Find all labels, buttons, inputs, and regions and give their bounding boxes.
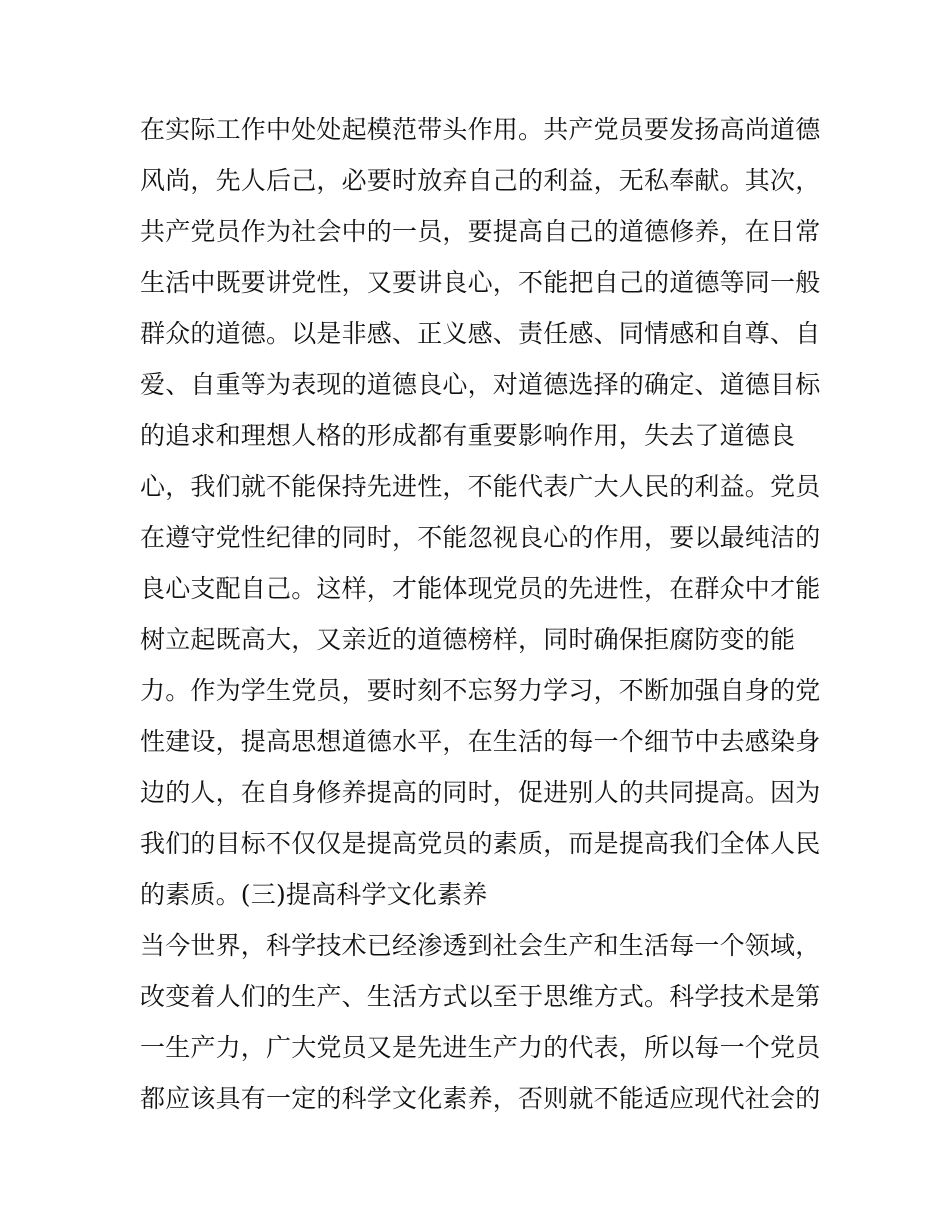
text-line: 边的人，在自身修养提高的同时，促进别人的共同提高。因为 bbox=[140, 778, 821, 807]
text-line: 生活中既要讲党性，又要讲良心，不能把自己的道德等同一般 bbox=[140, 268, 821, 297]
text-line: 改变着人们的生产、生活方式以至于思维方式。科学技术是第 bbox=[140, 982, 821, 1011]
text-line: 在实际工作中处处起模范带头作用。共产党员要发扬高尚道德 bbox=[140, 115, 821, 144]
section-heading-line: 的素质。(三)提高科学文化素养 bbox=[140, 880, 488, 909]
text-line: 性建设，提高思想道德水平，在生活的每一个细节中去感染身 bbox=[140, 727, 821, 756]
text-line: 心，我们就不能保持先进性，不能代表广大人民的利益。党员 bbox=[140, 472, 821, 501]
text-line: 群众的道德。以是非感、正义感、责任感、同情感和自尊、自 bbox=[140, 319, 821, 348]
body-text bbox=[140, 108, 830, 1128]
text-line: 在遵守党性纪律的同时，不能忽视良心的作用，要以最纯洁的 bbox=[140, 523, 821, 552]
text-line: 爱、自重等为表现的道德良心，对道德选择的确定、道德目标 bbox=[140, 370, 821, 399]
text-line: 都应该具有一定的科学文化素养，否则就不能适应现代社会的 bbox=[140, 1084, 821, 1113]
text-line: 的追求和理想人格的形成都有重要影响作用，失去了道德良 bbox=[140, 421, 796, 450]
text-line: 风尚，先人后己，必要时放弃自己的利益，无私奉献。其次， bbox=[140, 166, 821, 195]
text-line: 树立起既高大，又亲近的道德榜样，同时确保拒腐防变的能 bbox=[140, 625, 796, 654]
text-line: 当今世界，科学技术已经渗透到社会生产和生活每一个领域， bbox=[140, 931, 821, 960]
text-line: 力。作为学生党员，要时刻不忘努力学习，不断加强自身的党 bbox=[140, 676, 821, 705]
text-line: 我们的目标不仅仅是提高党员的素质，而是提高我们全体人民 bbox=[140, 829, 821, 858]
text-line: 良心支配自己。这样，才能体现党员的先进性，在群众中才能 bbox=[140, 574, 821, 603]
text-line: 一生产力，广大党员又是先进生产力的代表，所以每一个党员 bbox=[140, 1033, 821, 1062]
text-line: 共产党员作为社会中的一员，要提高自己的道德修养，在日常 bbox=[140, 217, 821, 246]
